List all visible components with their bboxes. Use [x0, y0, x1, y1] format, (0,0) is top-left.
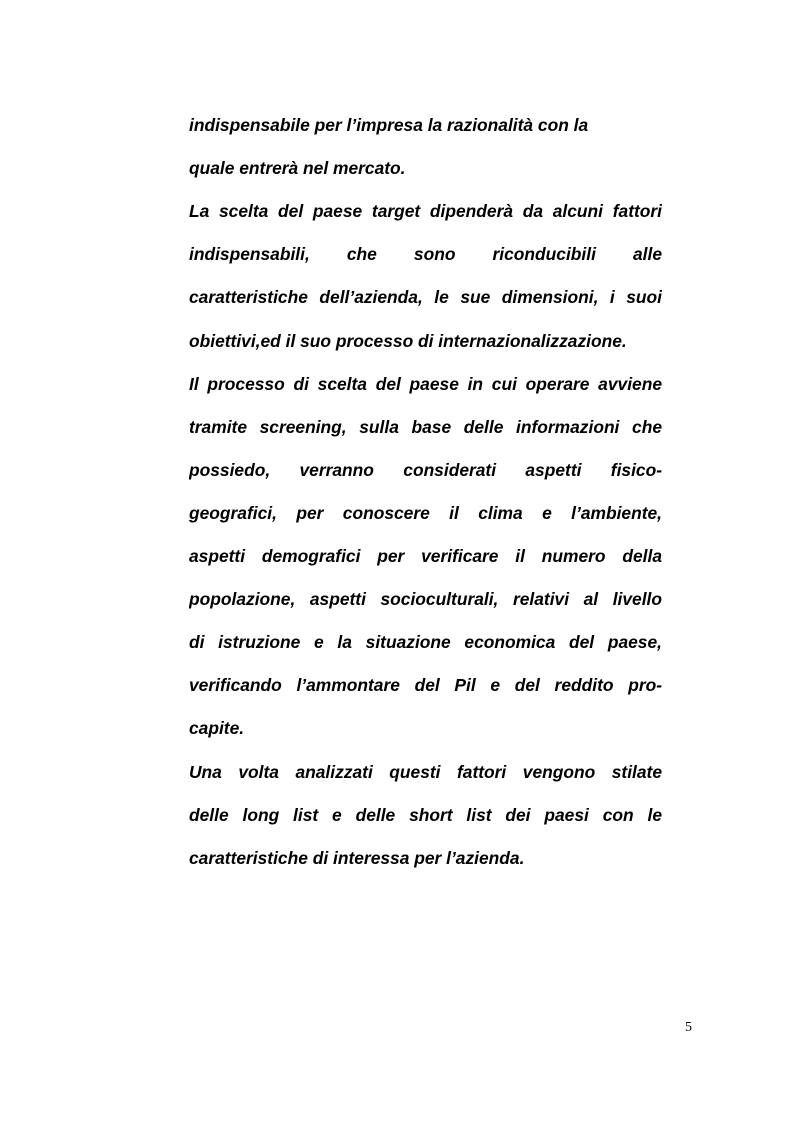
text-line: Una volta analizzati questi fattori vengono stilate [189, 761, 662, 782]
text-line: La scelta del paese target dipenderà da alcuni fattori [189, 201, 662, 222]
text-line: obiettivi,ed il suo processo di internazionalizzazione. [189, 330, 627, 351]
text-line: quale entrerà nel mercato. [189, 158, 406, 179]
text-line: di istruzione e la situazione economica del paese, [189, 632, 662, 653]
text-line: verificando l’ammontare del Pil e del reddito pro- [189, 675, 662, 696]
text-line: popolazione, aspetti socioculturali, relativi al livello [189, 589, 662, 610]
page-number: 5 [685, 1020, 692, 1035]
text-line: delle long list e delle short list dei paesi con le [189, 804, 662, 825]
text-line: caratteristiche di interessa per l’azienda. [189, 847, 525, 868]
text-line: capite. [189, 718, 245, 739]
text-line: indispensabili, che sono riconducibili alle [189, 244, 662, 265]
text-line: possiedo, verranno considerati aspetti fisico- [189, 459, 662, 480]
text-line: Il processo di scelta del paese in cui operare avviene [189, 373, 662, 394]
text-line: caratteristiche dell’azienda, le sue dimensioni, i suoi [189, 287, 662, 308]
text-line: tramite screening, sulla base delle informazioni che [189, 416, 662, 437]
text-line: aspetti demografici per verificare il numero della [189, 546, 662, 566]
text-line: geografici, per conoscere il clima e l’ambiente, [189, 502, 662, 523]
text-line: indispensabile per l’impresa la razionalità con la [189, 115, 589, 135]
